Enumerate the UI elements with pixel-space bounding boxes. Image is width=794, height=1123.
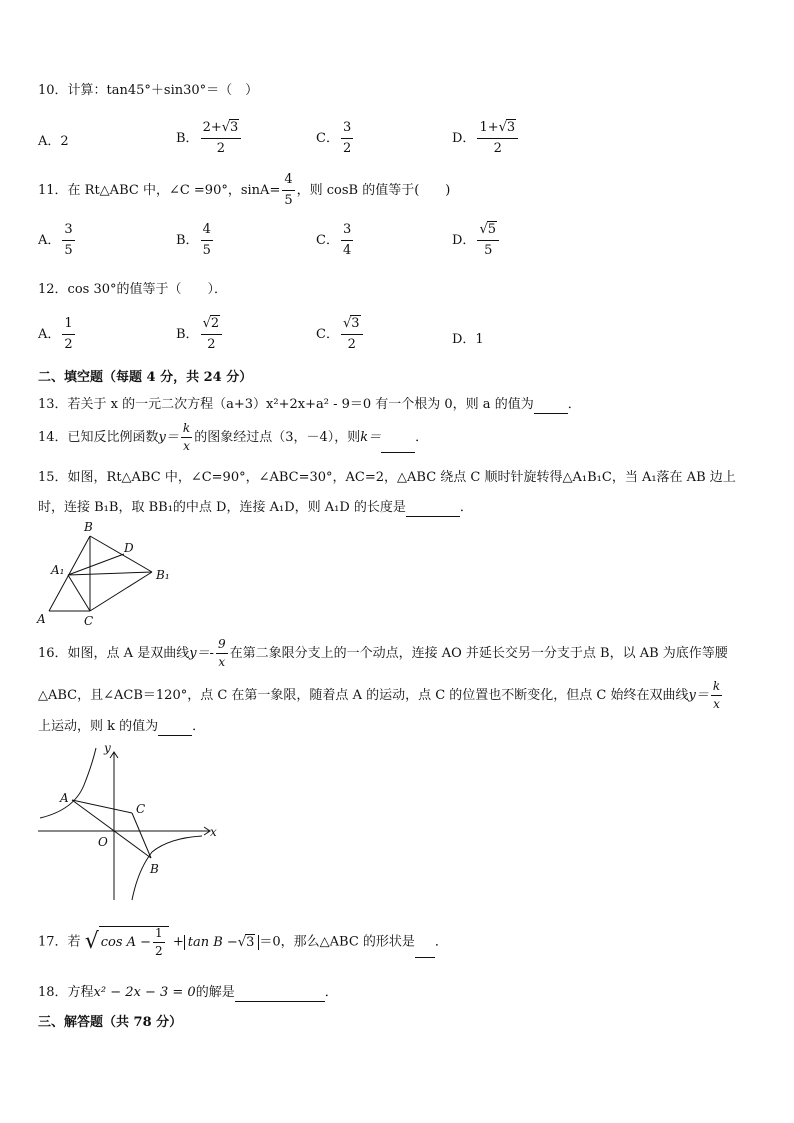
q11-c-den: 4 bbox=[342, 243, 352, 258]
q14-answer-blank bbox=[381, 438, 415, 453]
q16-label-a: A bbox=[60, 791, 69, 805]
q15-label-c: C bbox=[84, 614, 94, 628]
q15-label-b: B bbox=[84, 520, 93, 534]
q16-label-x: x bbox=[210, 825, 217, 839]
q16-l1-den: x bbox=[218, 655, 226, 669]
q16-l2-yeq: y＝ bbox=[688, 688, 709, 703]
question-15-line-2 bbox=[38, 499, 473, 517]
q16-l1-yeq: y＝- bbox=[189, 646, 214, 661]
q16-l2-num: k bbox=[711, 680, 722, 696]
question-16-line-2 bbox=[38, 680, 724, 711]
q10-b-rad: 3 bbox=[230, 120, 239, 135]
q15-segment-bb1 bbox=[90, 536, 152, 572]
question-18 bbox=[38, 984, 338, 1002]
q15-segment-a1d bbox=[68, 554, 124, 575]
sqrt-sign: √3 bbox=[342, 316, 360, 331]
q11-option-a bbox=[38, 222, 77, 259]
sqrt-sign: √2 bbox=[202, 316, 220, 331]
q12-option-c bbox=[316, 316, 365, 353]
q16-l1-num: 9 bbox=[216, 638, 228, 654]
q11-b-den: 5 bbox=[202, 243, 211, 258]
q15-end: ． bbox=[459, 500, 473, 515]
q11-d-den: 5 bbox=[484, 243, 493, 258]
q16-curve-fourth-quadrant bbox=[132, 836, 202, 900]
q16-label-c: C bbox=[136, 802, 146, 816]
q11-option-c bbox=[316, 222, 355, 259]
q10-option-d bbox=[452, 120, 520, 157]
q16-label-b: B bbox=[150, 862, 159, 876]
question-17 bbox=[38, 926, 448, 958]
q14-mid: 的图象经过点（3，－4），则 bbox=[194, 430, 361, 445]
q15-label-b1: B₁ bbox=[156, 568, 170, 582]
q18-end: ． bbox=[324, 985, 338, 1000]
q11-c-num: 3 bbox=[341, 222, 353, 241]
q16-l3-end: ． bbox=[192, 719, 206, 734]
q17-abs bbox=[184, 935, 260, 950]
q10-b-label: B． bbox=[176, 131, 199, 146]
q17-answer-blank bbox=[415, 943, 435, 958]
section-3-title: 三、解答题（共 78 分） bbox=[38, 1015, 183, 1030]
q17-h-den: 2 bbox=[155, 944, 163, 958]
q11-frac-den: 5 bbox=[284, 193, 293, 208]
q10-b-fraction bbox=[201, 120, 242, 157]
q11-stem-pre: 11．在 Rt△ABC 中，∠C =90°，sinA= bbox=[38, 183, 281, 198]
q10-b-den: 2 bbox=[216, 141, 226, 156]
q12-b-den: 2 bbox=[207, 337, 216, 352]
question-16-line-1 bbox=[38, 638, 728, 669]
q10-option-b bbox=[176, 120, 243, 157]
q15-segment-b1c bbox=[90, 572, 152, 611]
q14-x: x bbox=[183, 439, 190, 453]
q15-label-d: D bbox=[124, 541, 134, 555]
q17-h-num: 1 bbox=[153, 927, 165, 943]
q15-segment-a1c bbox=[68, 575, 90, 611]
q11-c-label: C． bbox=[316, 233, 339, 248]
sqrt-sign: √3 bbox=[498, 120, 516, 135]
question-16-line-3 bbox=[38, 718, 205, 736]
q14-pre: 14．已知反比例函数 bbox=[38, 430, 159, 445]
sqrt-sign: √5 bbox=[479, 222, 497, 237]
q12-option-b bbox=[176, 316, 224, 353]
q16-hyperbola-figure bbox=[34, 740, 224, 905]
q10-d-num-pre: 1+ bbox=[479, 120, 499, 135]
q16-label-y: y bbox=[104, 741, 111, 755]
q12-b-rad: 2 bbox=[210, 316, 220, 331]
question-14 bbox=[38, 422, 428, 453]
q18-equation: x² − 2x − 3 = 0 bbox=[93, 985, 196, 1000]
q12-option-a bbox=[38, 316, 77, 353]
q15-triangle-figure bbox=[34, 518, 184, 630]
q11-a-den: 5 bbox=[64, 243, 73, 258]
q12-c-den: 2 bbox=[347, 337, 356, 352]
q11-a-label: A． bbox=[38, 233, 61, 248]
q16-l2-pre: △ABC，且∠ACB＝120°，点 C 在第一象限，随着点 A 的运动，点 C 的位置也不断变化，但点 C 始终在双曲线 bbox=[38, 688, 689, 703]
q11-option-b bbox=[176, 222, 215, 259]
q12-a-label: A． bbox=[38, 327, 61, 342]
q12-c-rad: 3 bbox=[351, 316, 360, 331]
sqrt-sign: √ bbox=[84, 929, 99, 954]
q11-d-label: D． bbox=[452, 233, 476, 248]
q15-line2-text: 时，连接 B₁B，取 BB₁的中点 D，连接 A₁D，则 A₁D 的长度是 bbox=[38, 500, 406, 515]
q16-l2-den: x bbox=[713, 697, 720, 711]
q15-answer-blank bbox=[406, 502, 460, 517]
q12-b-label: B． bbox=[176, 327, 199, 342]
q10-option-c bbox=[316, 120, 355, 157]
q16-answer-blank bbox=[158, 721, 192, 736]
question-11-stem bbox=[38, 172, 450, 209]
q17-tan: tan B − bbox=[187, 934, 238, 950]
q16-label-o: O bbox=[98, 835, 108, 849]
q16-l1-pre: 16．如图，点 A 是双曲线 bbox=[38, 646, 190, 661]
q10-c-den: 2 bbox=[342, 141, 352, 156]
q11-stem-post: ，则 cosB 的值等于( ) bbox=[296, 183, 451, 198]
q17-rad3: 3 bbox=[246, 934, 255, 950]
q17-post: ＝0，那么△ABC 的形状是 bbox=[259, 934, 415, 950]
question-10-stem: 10．计算：tan45°＋sin30°＝（ ） bbox=[38, 83, 259, 98]
q17-radicand bbox=[99, 926, 169, 958]
q14-k: k bbox=[181, 422, 192, 438]
section-2-title: 二、填空题（每题 4 分，共 24 分） bbox=[38, 370, 253, 385]
q11-d-rad: 5 bbox=[487, 222, 497, 237]
q14-k-eq: k＝ bbox=[360, 430, 382, 445]
q10-c-num: 3 bbox=[341, 120, 353, 139]
q15-label-a1: A₁ bbox=[51, 563, 65, 577]
question-15-line-1: 15．如图，Rt△ABC 中，∠C=90°，∠ABC=30°，AC=2，△ABC 绕点 C 顺时针旋转得△A₁B₁C，当 A₁落在 AB 边上 bbox=[38, 470, 736, 485]
q11-b-num: 4 bbox=[201, 222, 213, 241]
question-13 bbox=[38, 396, 581, 414]
q11-option-d bbox=[452, 222, 501, 259]
question-12-stem: 12．cos 30°的值等于（ ）． bbox=[38, 282, 227, 297]
q17-cos: cos A − bbox=[100, 935, 152, 950]
q12-a-den: 2 bbox=[64, 337, 73, 352]
q11-frac-num: 4 bbox=[282, 172, 294, 191]
q18-post: 的解是 bbox=[195, 985, 235, 1000]
sqrt-sign: √3 bbox=[237, 934, 255, 950]
q16-l1-post: 在第二象限分支上的一个动点，连接 AO 并延长交另一分支于点 B，以 AB 为底作等腰 bbox=[229, 646, 728, 661]
sqrt-sign: √3 bbox=[221, 120, 239, 135]
q16-curve-second-quadrant bbox=[40, 748, 96, 818]
q16-l3-pre: 上运动，则 k 的值为 bbox=[38, 719, 159, 734]
q10-d-rad: 3 bbox=[506, 120, 516, 135]
q12-a-num: 1 bbox=[62, 316, 74, 335]
q10-d-den: 2 bbox=[493, 141, 502, 156]
q15-segment-a1b1 bbox=[68, 572, 152, 575]
q14-end: ． bbox=[415, 430, 429, 445]
q17-plus: + bbox=[172, 934, 184, 950]
q10-option-a: A．2 bbox=[38, 134, 69, 149]
q17-end: ． bbox=[434, 934, 448, 950]
q14-y-eq: y＝ bbox=[158, 430, 179, 445]
q10-c-label: C． bbox=[316, 131, 339, 146]
q10-d-label: D． bbox=[452, 131, 476, 146]
q13-end: ． bbox=[567, 397, 581, 412]
q18-pre: 18．方程 bbox=[38, 985, 94, 1000]
q18-answer-blank bbox=[235, 987, 325, 1002]
q11-a-num: 3 bbox=[62, 222, 74, 241]
q15-label-a: A bbox=[37, 612, 46, 626]
q11-b-label: B． bbox=[176, 233, 199, 248]
q17-pre: 17．若 bbox=[38, 934, 81, 950]
q12-option-d: D．1 bbox=[452, 332, 484, 347]
q12-c-label: C． bbox=[316, 327, 339, 342]
q13-text: 13．若关于 x 的一元二次方程（a+3）x²+2x+a² - 9＝0 有一个根为 0，则 a 的值为 bbox=[38, 397, 534, 412]
q13-answer-blank bbox=[534, 399, 568, 414]
q10-b-num-pre: 2+ bbox=[202, 120, 222, 135]
